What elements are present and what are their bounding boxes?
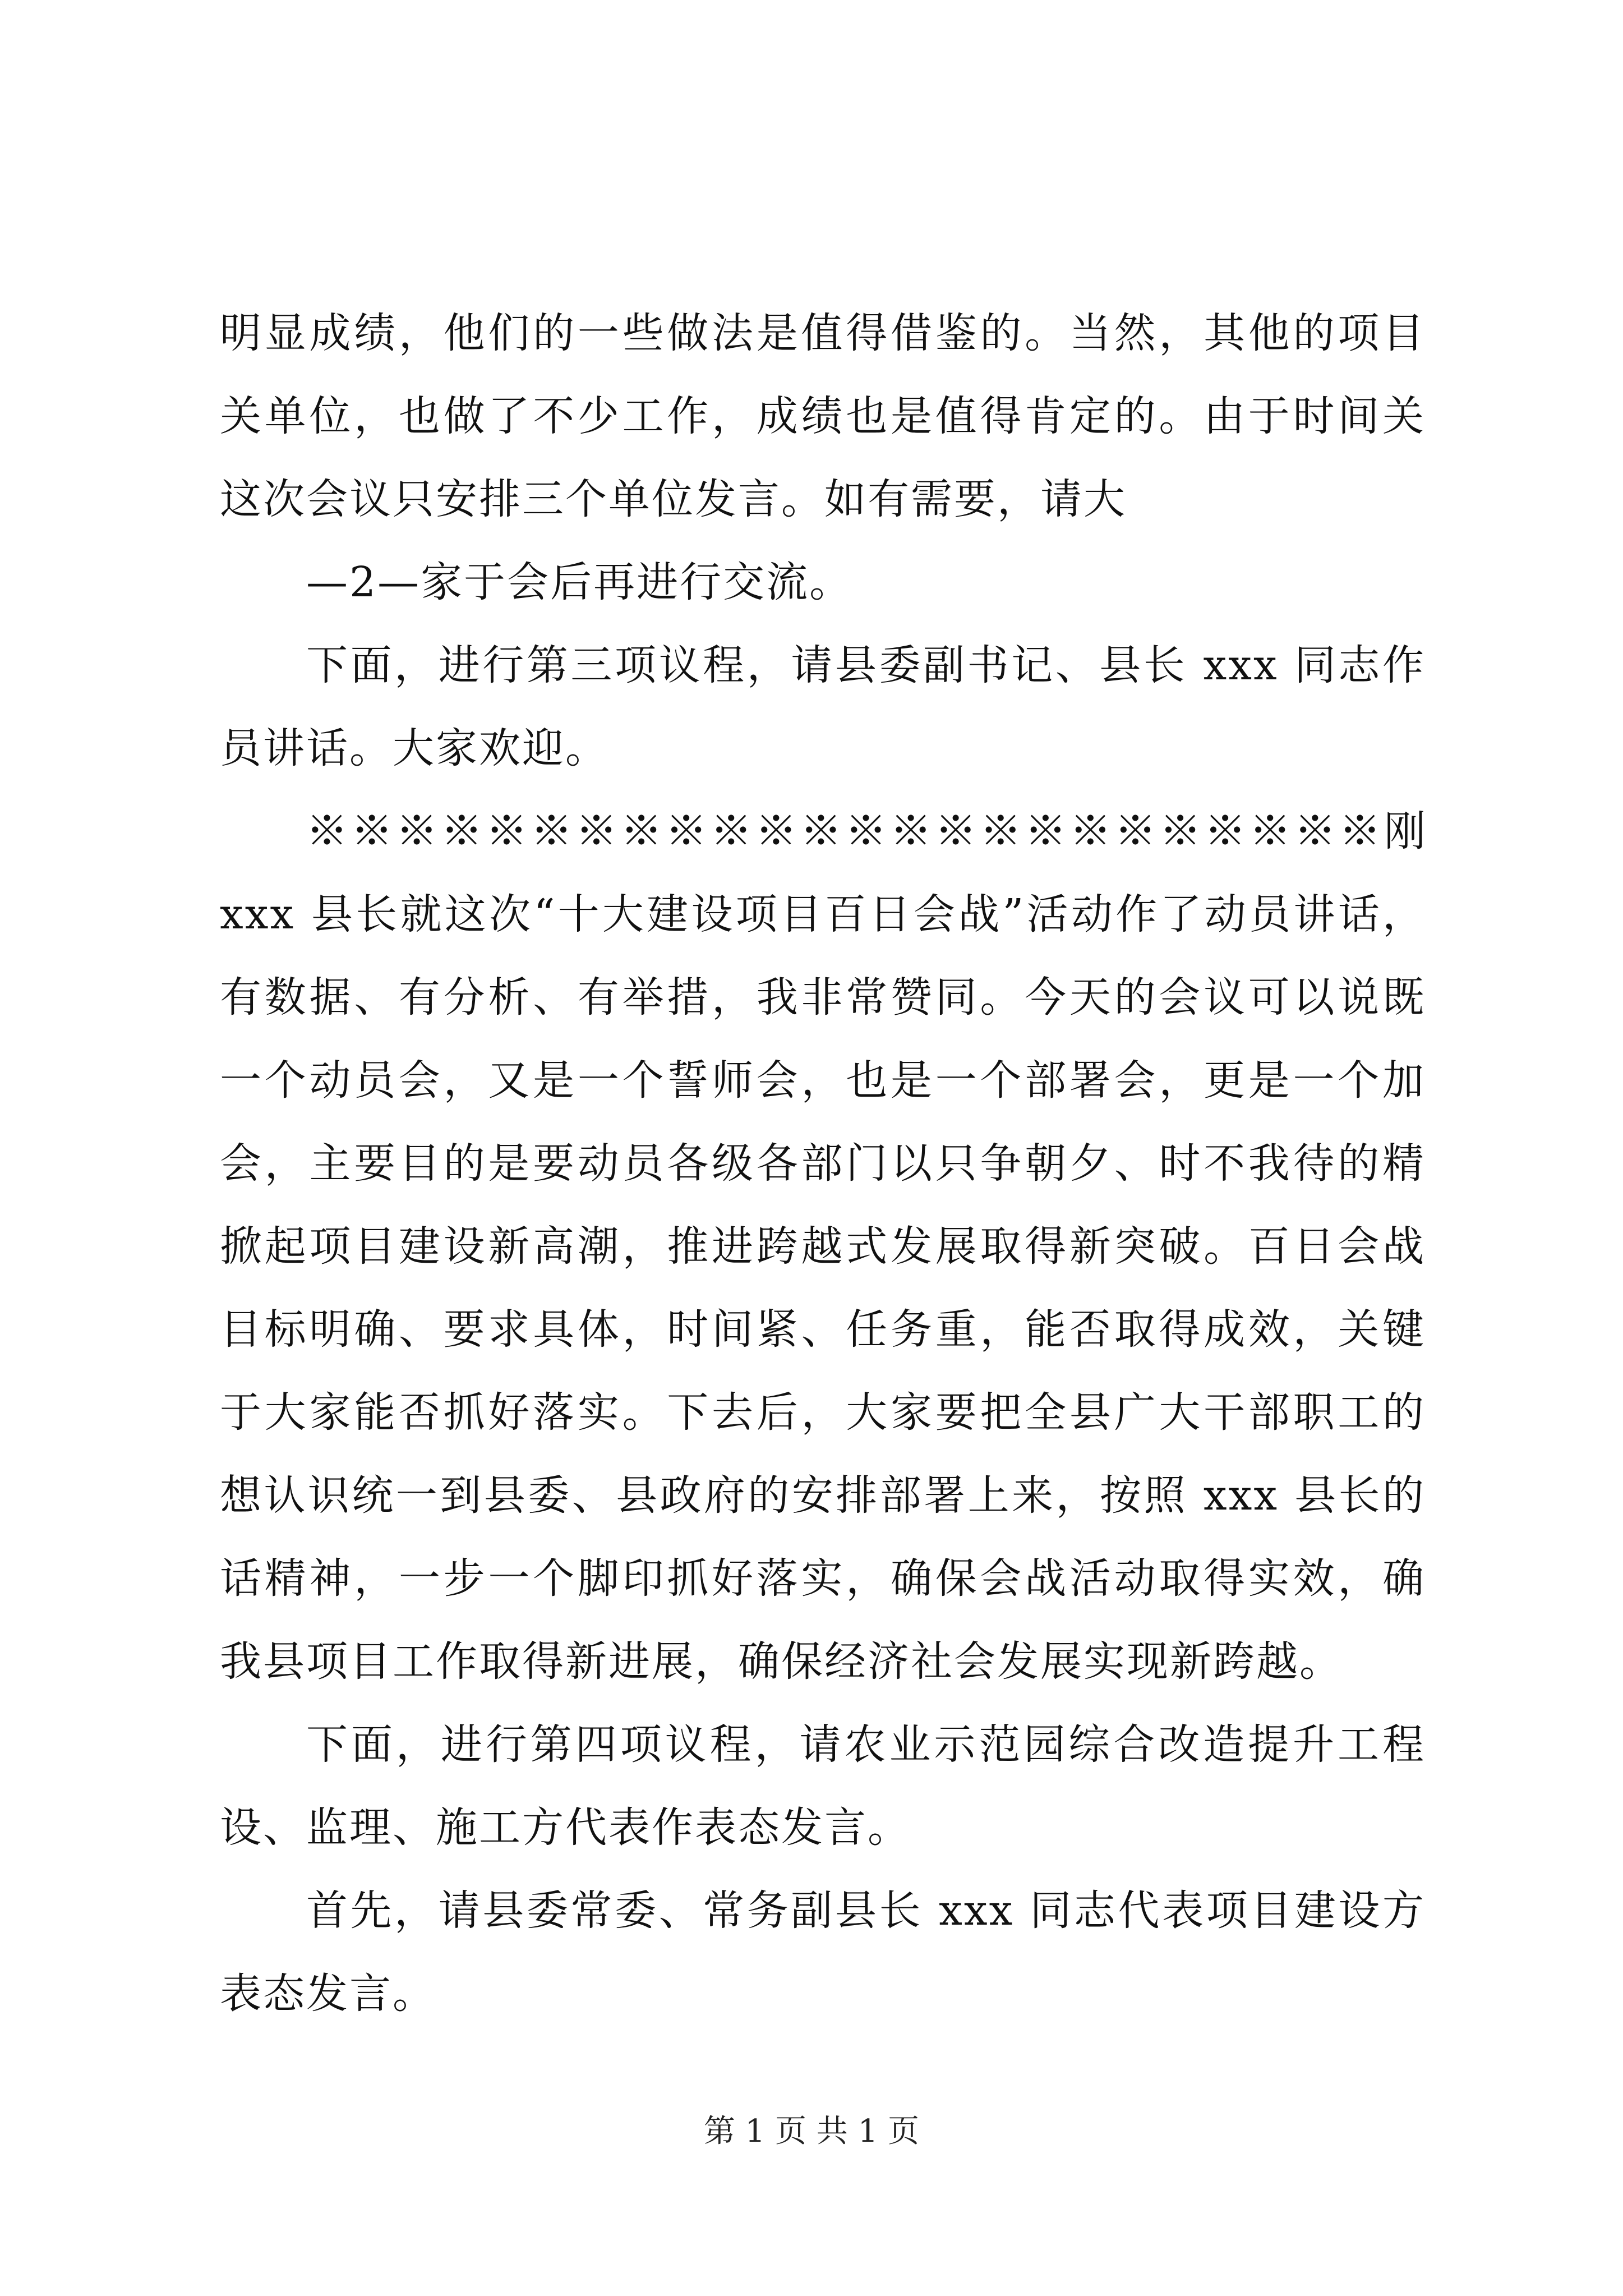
text-line: 明显成绩，他们的一些做法是值得借鉴的。当然，其他的项目 [220,309,1426,357]
text-line: 表态发言。 [220,1970,436,2018]
text-line: 话精神，一步一个脚印抓好落实，确保会战活动取得实效，确 [220,1554,1426,1603]
text-line: 关单位，也做了不少工作，成绩也是值得肯定的。由于时间关 [220,392,1426,440]
page-footer: 第 1 页 共 1 页 [703,2113,920,2150]
text-line: ※※※※※※※※※※※※※※※※※※※※※※※※刚 [306,807,1426,855]
text-line: 有数据、有分析、有举措，我非常赞同。今天的会议可以说既 [220,973,1426,1022]
text-line: 下面，进行第三项议程，请县委副书记、县长 xxx 同志作 [306,641,1426,689]
text-line: 下面，进行第四项议程，请农业示范园综合改造提升工程 [306,1720,1426,1769]
text-line: 员讲话。大家欢迎。 [220,724,608,772]
text-line: 于大家能否抓好落实。下去后，大家要把全县广大干部职工的 [220,1388,1426,1437]
text-line: 我县项目工作取得新进展，确保经济社会发展实现新跨越。 [220,1637,1343,1686]
text-line: 这次会议只安排三个单位发言。如有需要，请大 [220,475,1127,523]
text-line: 目标明确、要求具体，时间紧、任务重，能否取得成效，关键 [220,1305,1426,1354]
text-line: 首先，请县委常委、常务副县长 xxx 同志代表项目建设方 [306,1887,1426,1935]
text-line: xxx 县长就这次“十大建设项目百日会战”活动作了动员讲话， [220,890,1426,938]
text-line: 掀起项目建设新高潮，推进跨越式发展取得新突破。百日会战 [220,1222,1426,1271]
text-line: —2—家于会后再进行交流。 [306,558,853,606]
text-line: 会，主要目的是要动员各级各部门以只争朝夕、时不我待的精 [220,1139,1426,1188]
text-line: 想认识统一到县委、县政府的安排部署上来，按照 xxx 县长的 [220,1471,1426,1520]
document-body [220,292,1426,2035]
text-line: 一个动员会，又是一个誓师会，也是一个部署会，更是一个加 [220,1056,1426,1105]
text-line: 设、监理、施工方代表作表态发言。 [220,1803,911,1852]
